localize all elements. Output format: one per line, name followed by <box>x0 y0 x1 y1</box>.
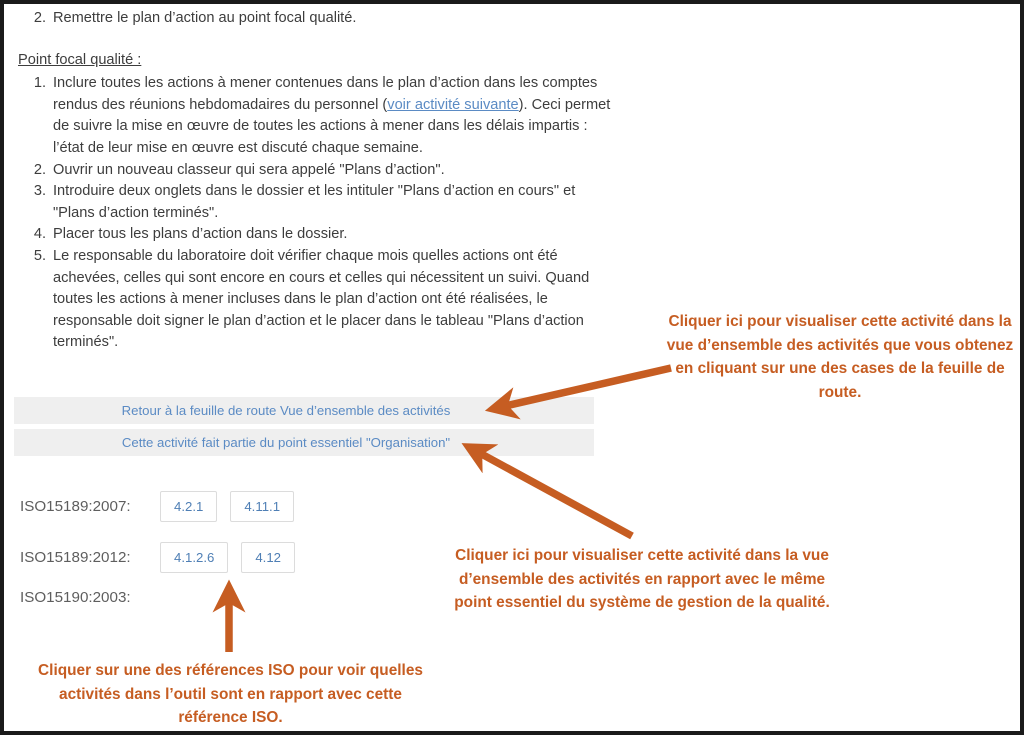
iso-ref-button[interactable]: 4.2.1 <box>160 491 217 522</box>
list-item-text-part-2: ). Ceci permet de suivre la mise en œuvre de toutes les actions à mener dans les délais impartis : l’état de leur mise en œuvre est discuté chaque semaine. <box>53 96 611 156</box>
iso-label: ISO15190:2003: <box>20 588 131 606</box>
list-item <box>18 246 618 354</box>
list-item-number: 4. <box>33 226 46 243</box>
list-item-number: 3. <box>33 183 46 200</box>
nav-bar-label: Cette activité fait partie du point essentiel "Organisation" <box>121 435 451 450</box>
paragraph-spacer <box>18 30 618 50</box>
iso-ref-button[interactable]: 4.11.1 <box>230 491 294 522</box>
section-heading: Point focal qualité : <box>18 51 142 68</box>
iso-ref-button[interactable]: 4.1.2.6 <box>160 542 228 573</box>
iso-row-2012 <box>20 540 308 574</box>
document-canvas <box>4 4 1020 731</box>
list-item-number: 2. <box>33 10 46 26</box>
list-item-text: Remettre le plan d’action au point focal qualité. <box>53 10 357 26</box>
list-item-number: 2. <box>33 161 46 178</box>
annotation-top-right: Cliquer ici pour visualiser cette activité dans la vue d’ensemble des activités que vous obtenez en cliquant sur une des cases de la feuille de route. <box>666 313 1014 401</box>
list-item <box>18 160 618 182</box>
procedure-list <box>18 73 618 354</box>
iso-ref-button[interactable]: 4.12 <box>241 542 295 573</box>
annotation-bottom-left: Cliquer sur une des références ISO pour voir quelles activités dans l’outil sont en rapport avec cette référence ISO. <box>38 662 423 726</box>
list-item <box>18 73 618 159</box>
nav-bar-essential-point[interactable] <box>14 428 594 456</box>
nav-bar-label: Retour à la feuille de route Vue d’ensemble des activités <box>121 403 451 418</box>
list-item <box>18 181 618 224</box>
list-item-number: 1. <box>33 75 46 92</box>
list-item-text: Placer tous les plans d’action dans le dossier. <box>53 226 348 243</box>
iso-row-2007 <box>20 489 307 523</box>
list-item-text: Ouvrir un nouveau classeur qui sera appelé "Plans d’action". <box>53 161 445 178</box>
list-item-text: Le responsable du laboratoire doit vérifier chaque mois quelles actions ont été achevées, celles qui sont encore en cours et celles qui nécessitent un suivi. Quand toutes les actions à mener incluses dans le plan d’action ont été réalisées, le responsable doit signer le plan d’action et le placer dans le tableau "Plans d’action terminés". <box>53 247 590 351</box>
list-item <box>18 8 618 30</box>
arrow-up-left-icon <box>476 451 632 536</box>
iso-label: ISO15189:2012: <box>20 548 131 566</box>
list-item-number: 5. <box>33 247 46 264</box>
document-content <box>18 8 618 354</box>
nav-bar-roadmap-overview[interactable] <box>14 396 594 424</box>
annotation-middle: Cliquer ici pour visualiser cette activité dans la vue d’ensemble des activités en rapport avec le même point essentiel du système de gestion de la qualité. <box>454 547 830 611</box>
iso-label: ISO15189:2007: <box>20 497 131 515</box>
link-voir-activite-suivante[interactable]: voir activité suivante <box>387 96 519 113</box>
list-item-text: Introduire deux onglets dans le dossier et les intituler "Plans d’action en cours" et "Plans d’action terminés". <box>53 183 576 221</box>
list-item-text-part-1: Inclure toutes les actions à mener contenues dans le plan d’action dans les comptes rendus des réunions hebdomadaires du personnel ( <box>53 75 598 113</box>
list-item <box>18 224 618 246</box>
iso-row-15190 <box>20 580 160 614</box>
